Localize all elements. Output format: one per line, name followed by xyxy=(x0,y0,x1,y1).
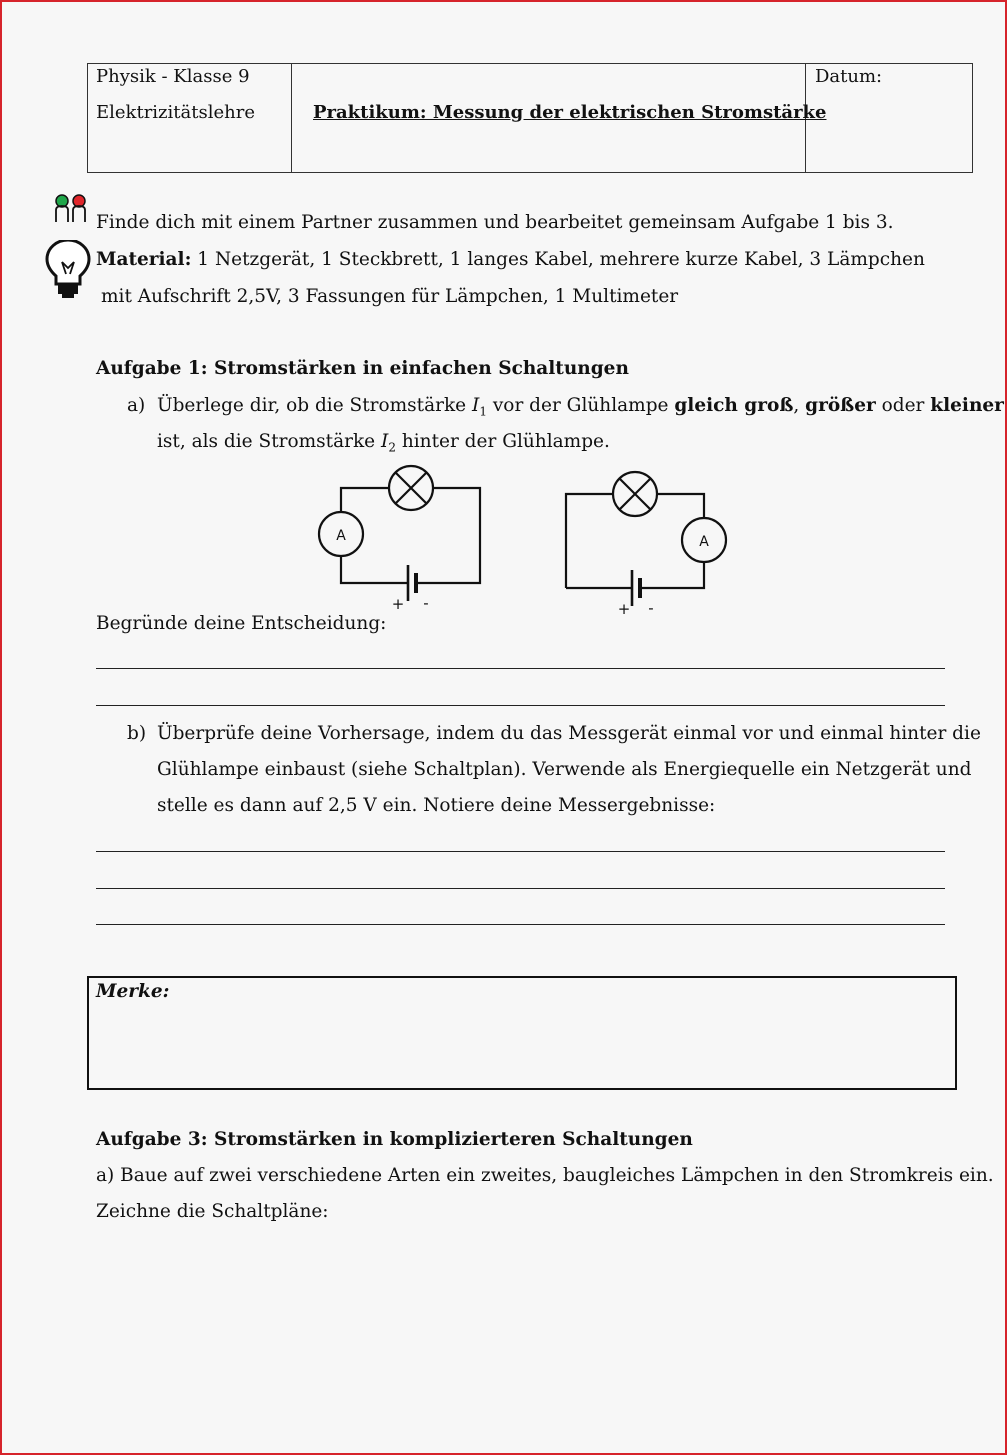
ammeter-label: A xyxy=(699,534,709,550)
task1a-text-2: vor der Glühlampe xyxy=(486,395,675,416)
battery-plus: + xyxy=(391,595,405,613)
current-subscript-2: 2 xyxy=(388,440,396,455)
answer-line[interactable] xyxy=(96,668,945,669)
header-topic: Elektrizitätslehre xyxy=(96,102,255,123)
page-title: Praktikum: Messung der elektrischen Stromstärke xyxy=(313,102,827,123)
answer-line[interactable] xyxy=(96,851,945,852)
material-text: 1 Netzgerät, 1 Steckbrett, 1 langes Kabel, mehrere kurze Kabel, 3 Lämpchen xyxy=(197,249,925,270)
reason-label: Begründe deine Entscheidung: xyxy=(96,613,387,634)
ammeter-label: A xyxy=(336,528,346,544)
header-subject: Physik - Klasse 9 xyxy=(96,66,250,87)
answer-line[interactable] xyxy=(96,705,945,706)
partner-icon xyxy=(53,194,89,224)
task1a-comma: , xyxy=(793,395,806,416)
task1a-or: oder xyxy=(875,395,931,416)
material-label: Material: xyxy=(96,249,192,270)
circuit-diagram-ammeter-before xyxy=(310,460,490,615)
task3a-line2: Zeichne die Schaltpläne: xyxy=(96,1201,329,1222)
battery-minus: - xyxy=(423,594,429,612)
task3a-line1: a) Baue auf zwei verschiedene Arten ein zweites, baugleiches Lämpchen in den Stromkreis ein. xyxy=(96,1165,994,1186)
circuit-diagram-ammeter-after xyxy=(560,465,740,620)
task1a-line2 xyxy=(157,433,610,454)
current-symbol-1: I xyxy=(472,395,480,416)
task1a-line1 xyxy=(157,397,1004,418)
task1a-text-3: ist, als die Stromstärke xyxy=(157,431,381,452)
task1b-line3: stelle es dann auf 2,5 V ein. Notiere deine Messergebnisse: xyxy=(157,795,716,816)
lamp-cross xyxy=(620,479,650,509)
task1b-marker: b) xyxy=(127,723,147,744)
battery-minus: - xyxy=(648,599,654,617)
merke-box[interactable] xyxy=(87,976,957,1090)
merke-label: Merke: xyxy=(96,981,170,1002)
wire-left xyxy=(566,494,612,588)
material-line xyxy=(96,251,925,270)
wire-right-bottom xyxy=(640,562,704,588)
task1-heading: Aufgabe 1: Stromstärken in einfachen Schaltungen xyxy=(96,358,629,379)
option-equal: gleich groß xyxy=(674,395,794,416)
answer-line[interactable] xyxy=(96,924,945,925)
lamp-cross xyxy=(396,473,426,503)
current-symbol-2: I xyxy=(381,431,389,452)
task1b-line2: Glühlampe einbaust (siehe Schaltplan). Verwende als Energiequelle ein Netzgerät und xyxy=(157,759,972,780)
option-greater: größer xyxy=(805,395,876,416)
lightbulb-icon xyxy=(44,240,94,300)
task1a-text-1: Überlege dir, ob die Stromstärke xyxy=(157,395,473,416)
answer-line[interactable] xyxy=(96,888,945,889)
partner-instruction: Finde dich mit einem Partner zusammen und bearbeitet gemeinsam Aufgabe 1 bis 3. xyxy=(96,212,894,233)
wire-bottom-left xyxy=(341,556,408,583)
date-label: Datum: xyxy=(815,66,883,87)
task1b-line1: Überprüfe deine Vorhersage, indem du das Messgerät einmal vor und einmal hinter die xyxy=(157,723,981,744)
task1a-text-4: hinter der Glühlampe. xyxy=(395,431,610,452)
wire-left-top xyxy=(341,488,388,512)
task3-heading: Aufgabe 3: Stromstärken in komplizierteren Schaltungen xyxy=(96,1129,693,1150)
option-smaller: kleiner xyxy=(930,395,1004,416)
task1a-marker: a) xyxy=(127,395,146,416)
wire-right-top xyxy=(658,494,704,518)
battery-plus: + xyxy=(617,600,631,618)
material-line-2: mit Aufschrift 2,5V, 3 Fassungen für Lämpchen, 1 Multimeter xyxy=(101,286,679,307)
current-subscript-1: 1 xyxy=(479,404,487,419)
